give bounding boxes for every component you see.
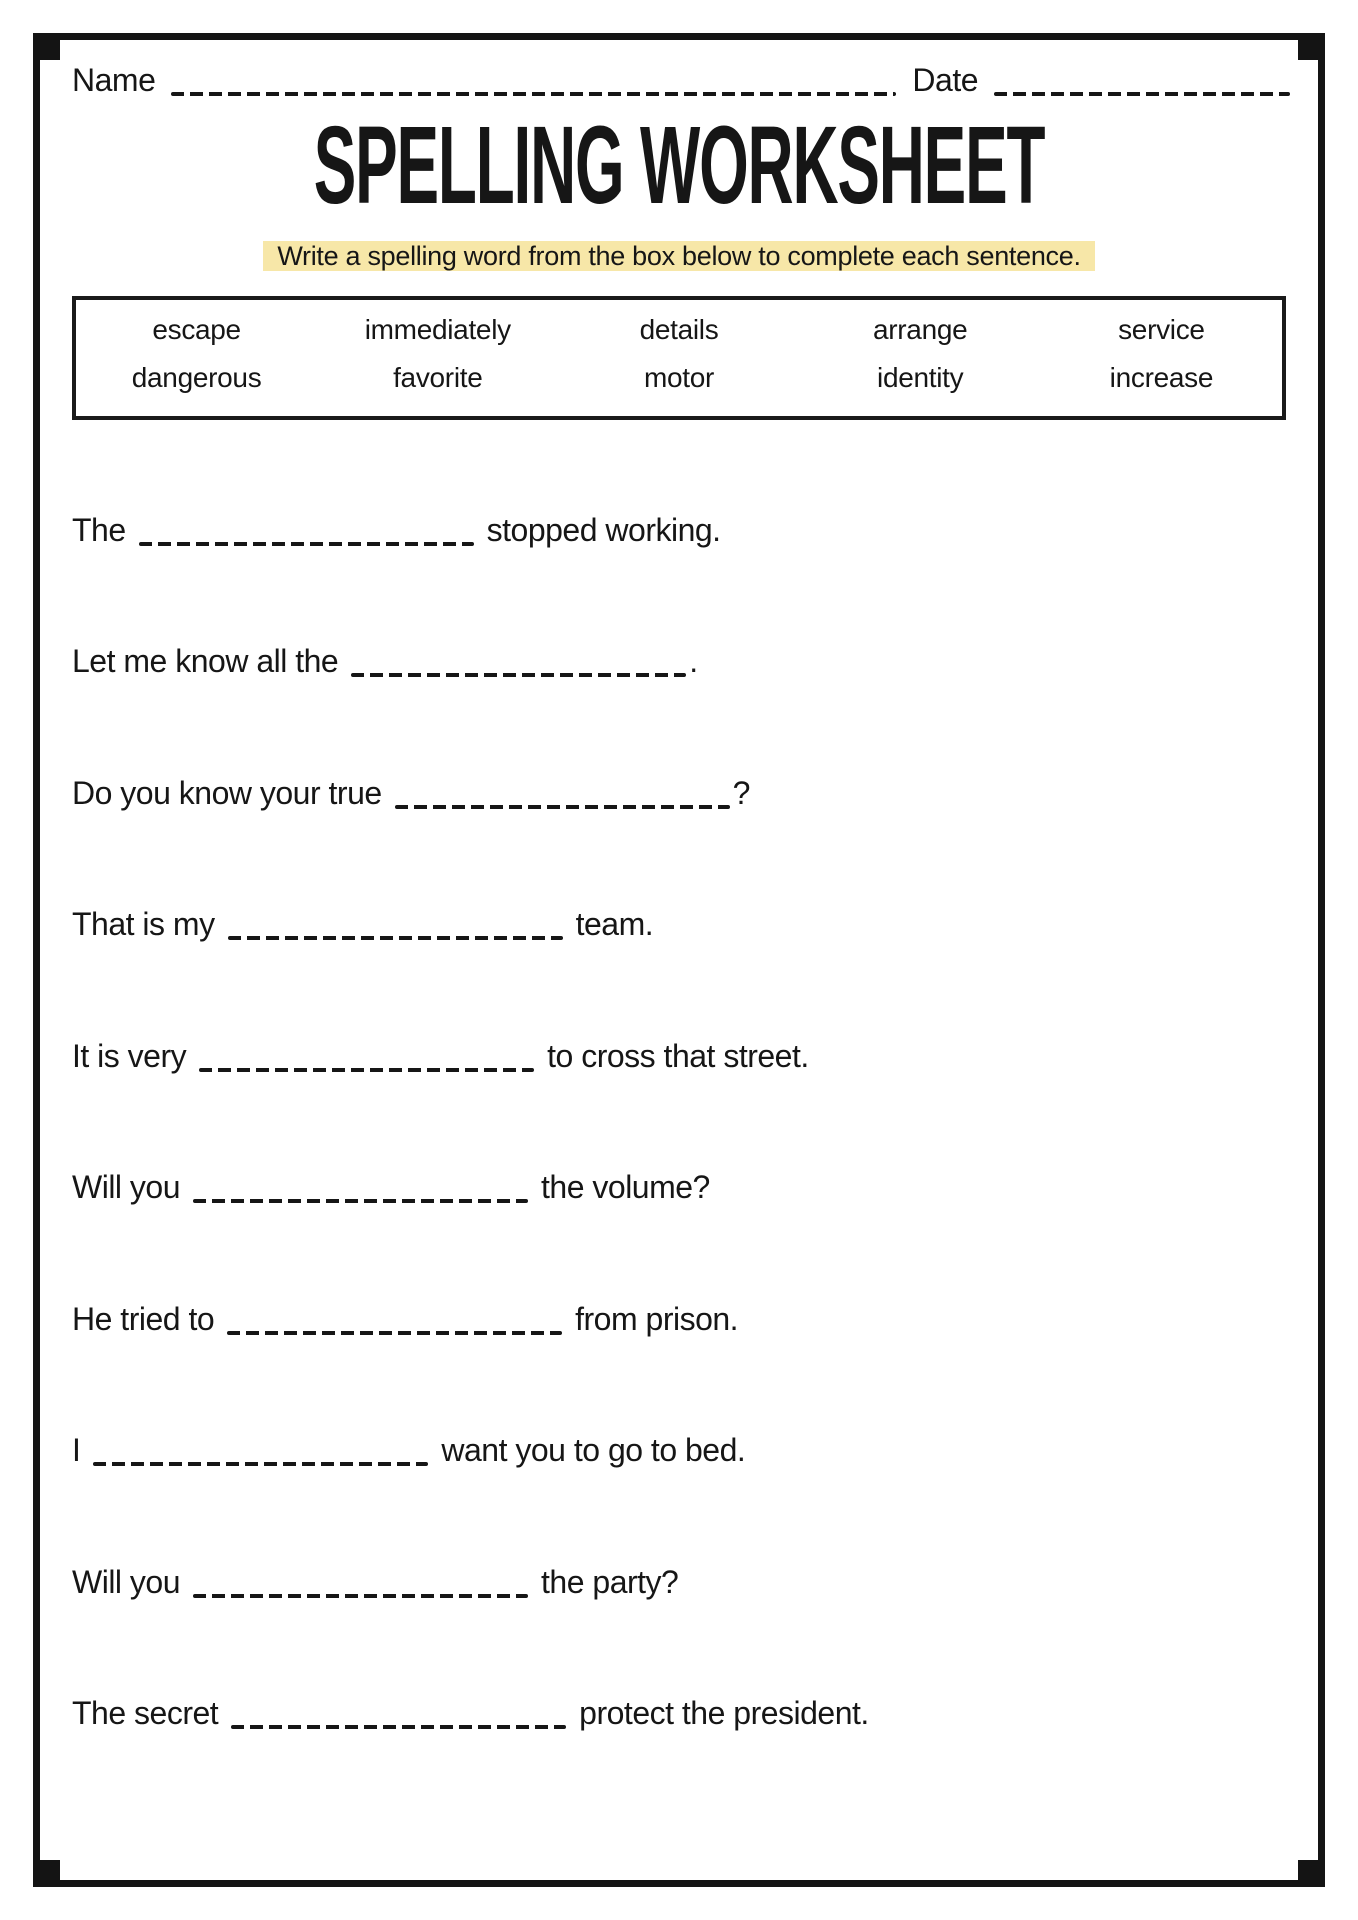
date-fill-blank[interactable]	[994, 92, 1290, 96]
word-bank-word: arrange	[872, 314, 968, 345]
sentence-prefix: I	[72, 1432, 81, 1468]
answer-blank[interactable]	[231, 1725, 566, 1729]
answer-blank[interactable]	[139, 542, 474, 546]
sentence-prefix: That is my	[72, 906, 215, 942]
name-label: Name	[72, 62, 156, 98]
sentence-prefix: Will you	[72, 1169, 181, 1205]
sentence-row	[72, 1299, 738, 1339]
answer-blank[interactable]	[228, 936, 563, 940]
sentence-suffix: from prison.	[575, 1301, 739, 1337]
answer-blank[interactable]	[351, 673, 686, 677]
sentence-prefix: The secret	[72, 1695, 219, 1731]
corner-mark-bottom-left	[33, 1860, 60, 1887]
word-bank-word: details	[639, 314, 719, 345]
sentence-prefix: Let me know all the	[72, 643, 339, 679]
answer-blank[interactable]	[193, 1199, 528, 1203]
sentence-prefix: The	[72, 512, 126, 548]
sentence-prefix: Will you	[72, 1564, 181, 1600]
answer-blank[interactable]	[193, 1594, 528, 1598]
sentence-row	[72, 1562, 678, 1602]
word-bank-word: motor	[643, 362, 715, 393]
sentence-suffix: stopped working.	[486, 512, 721, 548]
answer-blank[interactable]	[395, 805, 730, 809]
answer-blank[interactable]	[93, 1462, 428, 1466]
word-bank-word: favorite	[393, 362, 483, 393]
sentence-suffix: team.	[575, 906, 654, 942]
sentence-suffix: to cross that street.	[547, 1038, 809, 1074]
word-bank-word: escape	[152, 314, 241, 345]
sentence-prefix: He tried to	[72, 1301, 215, 1337]
sentence-row	[72, 773, 750, 813]
answer-blank[interactable]	[199, 1068, 534, 1072]
sentence-suffix: the volume?	[541, 1169, 710, 1205]
word-bank-word: service	[1118, 314, 1205, 345]
sentence-row	[72, 1693, 869, 1733]
sentence-row	[72, 904, 653, 944]
word-bank-word: dangerous	[131, 362, 262, 393]
instruction-highlight: Write a spelling word from the box below to complete each sentence.	[263, 241, 1094, 271]
sentence-row	[72, 1167, 710, 1207]
word-bank-word: increase	[1109, 362, 1214, 393]
name-fill-blank[interactable]	[171, 92, 896, 96]
sentence-prefix: Do you know your true	[72, 775, 382, 811]
name-date-row	[72, 60, 1290, 100]
word-bank-word: immediately	[364, 314, 511, 345]
page-title: SPELLING WORKSHEET	[313, 104, 1045, 227]
sentence-row	[72, 1036, 809, 1076]
corner-mark-bottom-right	[1298, 1860, 1325, 1887]
sentence-row	[72, 1430, 745, 1470]
sentence-suffix: the party?	[541, 1564, 679, 1600]
word-bank-word: identity	[877, 362, 964, 393]
sentence-prefix: It is very	[72, 1038, 187, 1074]
sentence-row	[72, 641, 698, 681]
sentence-suffix: want you to go to bed.	[441, 1432, 746, 1468]
instruction-line	[0, 239, 1358, 274]
word-bank-box	[72, 296, 1286, 420]
date-label: Date	[912, 62, 978, 98]
corner-mark-top-left	[33, 33, 60, 60]
answer-blank[interactable]	[227, 1331, 562, 1335]
sentence-row	[72, 510, 721, 550]
sentence-suffix: ?	[732, 775, 750, 811]
corner-mark-top-right	[1298, 33, 1325, 60]
sentence-suffix: .	[689, 643, 698, 679]
sentence-suffix: protect the president.	[579, 1695, 869, 1731]
